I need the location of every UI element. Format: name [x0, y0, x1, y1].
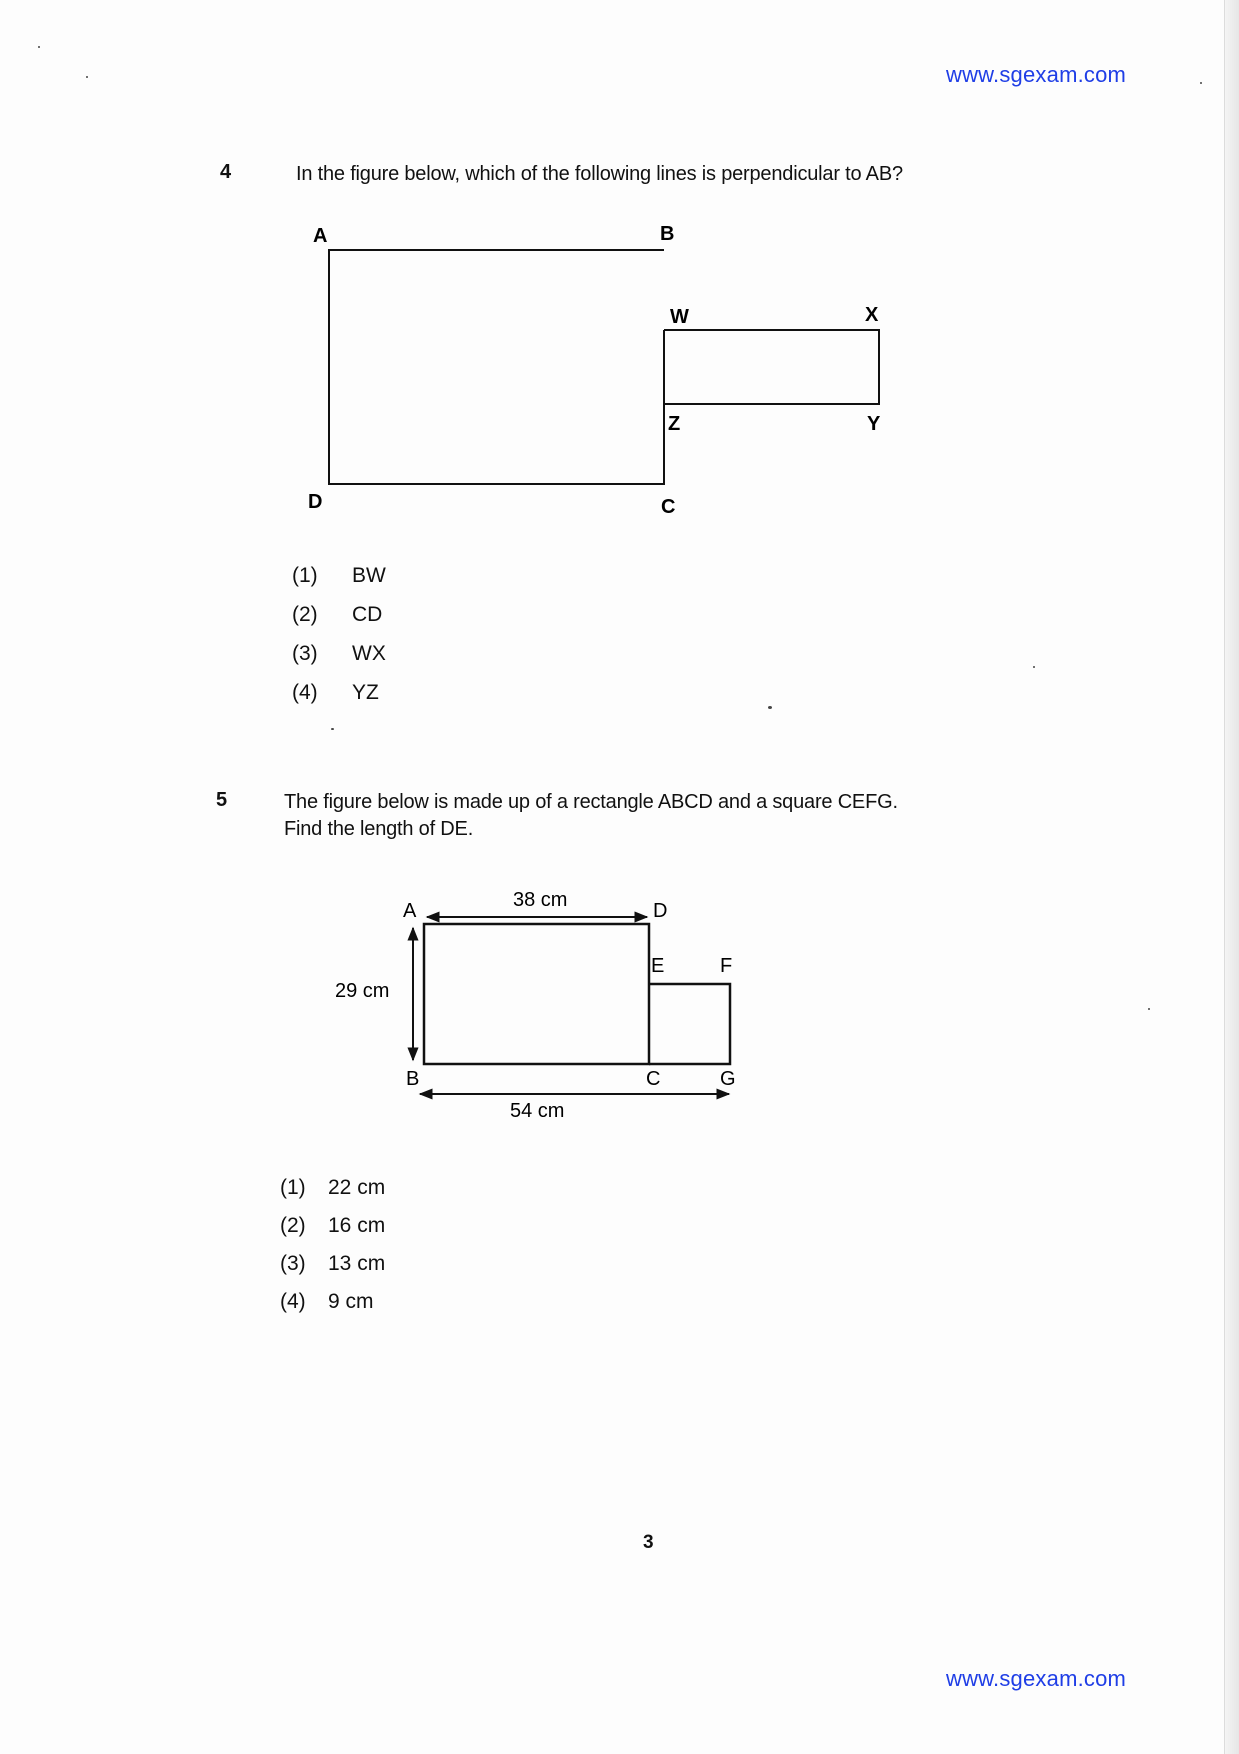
q4-option-1-label: (1) — [292, 564, 318, 587]
q4-label-x: X — [865, 304, 879, 326]
scan-speck — [86, 76, 88, 78]
q5-option-2[interactable] — [280, 1214, 385, 1238]
q5-label-f: F — [720, 955, 733, 977]
q4-option-2-value: CD — [352, 603, 383, 626]
q5-option-4-value: 9 cm — [328, 1290, 374, 1313]
q5-label-b: B — [406, 1068, 420, 1090]
q5-label-d: D — [653, 900, 668, 922]
page-number: 3 — [643, 1532, 654, 1553]
scan-speck — [768, 706, 772, 709]
site-link-bottom[interactable]: www.sgexam.com — [946, 1666, 1127, 1691]
scan-speck — [1033, 666, 1035, 668]
q5-label-g: G — [720, 1068, 736, 1090]
q5-square-cefg — [649, 984, 730, 1064]
scan-speck — [331, 728, 334, 730]
q4-option-1-value: BW — [352, 564, 386, 587]
q5-option-3-value: 13 cm — [328, 1252, 386, 1275]
q4-label-b: B — [660, 223, 675, 245]
scan-speck — [1148, 1008, 1150, 1010]
q5-option-3-label: (3) — [280, 1252, 306, 1275]
q5-dim-label-top: 38 cm — [513, 889, 568, 911]
q4-label-c: C — [661, 496, 676, 518]
question-4-number: 4 — [220, 161, 232, 183]
q5-dim-label-bottom: 54 cm — [510, 1100, 565, 1122]
q5-option-4-label: (4) — [280, 1290, 306, 1313]
q4-label-w: W — [670, 306, 689, 328]
q4-label-d: D — [308, 491, 323, 513]
q4-label-a: A — [313, 225, 328, 247]
q4-option-4-label: (4) — [292, 681, 318, 704]
q5-option-1-value: 22 cm — [328, 1176, 386, 1199]
question-4-text: In the figure below, which of the following lines is perpendicular to AB? — [296, 163, 903, 185]
q4-option-3-value: WX — [352, 642, 386, 665]
q5-option-2-value: 16 cm — [328, 1214, 386, 1237]
q5-label-a: A — [403, 900, 417, 922]
question-5-number: 5 — [216, 789, 228, 811]
q5-option-1-label: (1) — [280, 1176, 306, 1199]
q4-label-y: Y — [867, 413, 881, 435]
q5-option-2-label: (2) — [280, 1214, 306, 1237]
q4-option-4-value: YZ — [352, 681, 379, 704]
q5-option-4[interactable] — [280, 1290, 374, 1314]
site-link-top[interactable]: www.sgexam.com — [946, 62, 1127, 87]
scan-speck — [1200, 82, 1202, 84]
q5-option-3[interactable] — [280, 1252, 385, 1276]
q5-dim-label-left: 29 cm — [335, 980, 390, 1002]
question-5-text-line2: Find the length of DE. — [284, 818, 474, 840]
q4-option-3-label: (3) — [292, 642, 318, 665]
scan-speck — [38, 46, 40, 48]
question-5-text-line1: The figure below is made up of a rectangle ABCD and a square CEFG. — [284, 791, 898, 813]
q4-option-2-label: (2) — [292, 603, 318, 626]
q5-rectangle-abcd — [424, 924, 649, 1064]
q5-label-e: E — [651, 955, 665, 977]
q5-option-1[interactable] — [280, 1176, 385, 1200]
q4-label-z: Z — [668, 413, 681, 435]
q5-label-c: C — [646, 1068, 661, 1090]
